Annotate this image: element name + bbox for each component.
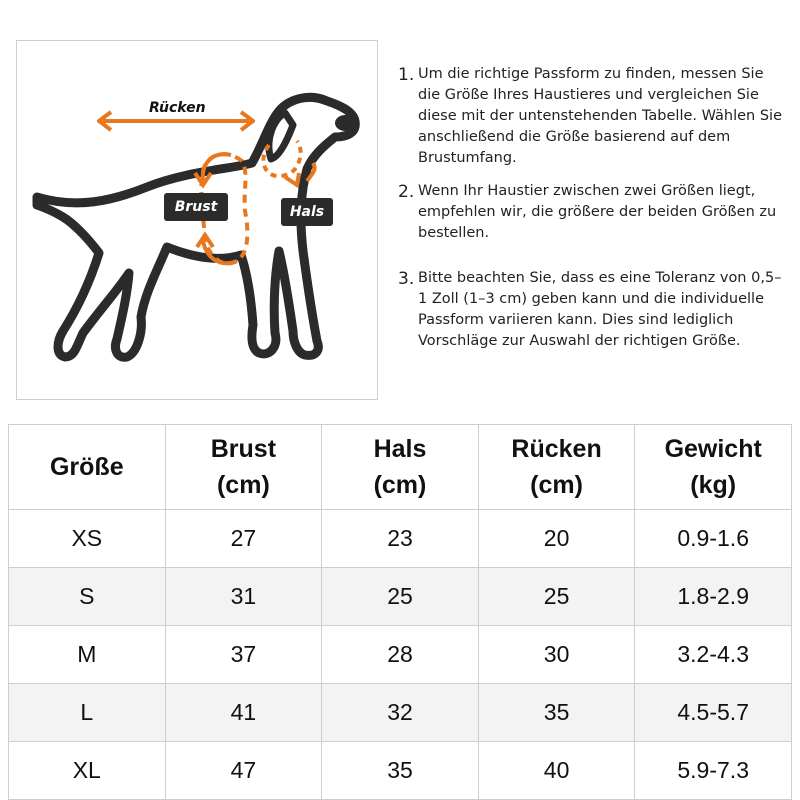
- instruction-number: 2.: [398, 182, 415, 202]
- cell-hals: 25: [322, 568, 479, 626]
- cell-brust: 31: [165, 568, 322, 626]
- table-row: [9, 568, 792, 626]
- cell-gewicht: 1.8-2.9: [635, 568, 792, 626]
- instruction-text: Bitte beachten Sie, dass es eine Toleranz von 0,5–1 Zoll (1–3 cm) geben kann und die individuelle Passform variieren kann. Dies sind lediglich Vorschläge zur Auswahl der richtigen Größe.: [418, 270, 782, 349]
- cell-brust: 47: [165, 742, 322, 800]
- table-header-row: [9, 425, 792, 510]
- table-row: [9, 510, 792, 568]
- cell-brust: 27: [165, 510, 322, 568]
- hals-tag: Hals: [281, 198, 333, 226]
- cell-ruecken: 20: [478, 510, 635, 568]
- instruction-text: Um die richtige Passform zu finden, messen Sie die Größe Ihres Haustieres und vergleichen Sie diese mit der untenstehenden Tabelle. Wählen Sie anschließend die Größe basierend auf dem Brustumfang.: [418, 66, 782, 166]
- cell-size: XS: [9, 510, 166, 568]
- cell-gewicht: 3.2-4.3: [635, 626, 792, 684]
- cell-brust: 37: [165, 626, 322, 684]
- cell-ruecken: 30: [478, 626, 635, 684]
- instruction-item: [398, 181, 788, 244]
- header-groesse: Größe: [9, 425, 166, 510]
- instruction-text: Wenn Ihr Haustier zwischen zwei Größen liegt, empfehlen wir, die größere der beiden Größen zu bestellen.: [418, 183, 777, 241]
- cell-size: XL: [9, 742, 166, 800]
- table-row: [9, 742, 792, 800]
- cell-hals: 28: [322, 626, 479, 684]
- dog-measurement-illustration: [16, 40, 378, 400]
- cell-hals: 35: [322, 742, 479, 800]
- cell-size: S: [9, 568, 166, 626]
- instruction-number: 1.: [398, 65, 415, 85]
- header-ruecken: Rücken (cm): [478, 425, 635, 510]
- cell-gewicht: 0.9-1.6: [635, 510, 792, 568]
- table-row: [9, 684, 792, 742]
- instruction-item: [398, 268, 788, 352]
- table-row: [9, 626, 792, 684]
- cell-hals: 32: [322, 684, 479, 742]
- header-gewicht: Gewicht (kg): [635, 425, 792, 510]
- cell-size: L: [9, 684, 166, 742]
- size-table: [8, 424, 792, 800]
- cell-ruecken: 25: [478, 568, 635, 626]
- header-brust: Brust (cm): [165, 425, 322, 510]
- cell-gewicht: 4.5-5.7: [635, 684, 792, 742]
- ruecken-label: Rücken: [149, 100, 206, 116]
- cell-ruecken: 40: [478, 742, 635, 800]
- cell-brust: 41: [165, 684, 322, 742]
- cell-gewicht: 5.9-7.3: [635, 742, 792, 800]
- cell-ruecken: 35: [478, 684, 635, 742]
- brust-tag: Brust: [164, 193, 228, 221]
- instruction-item: [398, 64, 788, 169]
- cell-hals: 23: [322, 510, 479, 568]
- instruction-number: 3.: [398, 269, 415, 289]
- cell-size: M: [9, 626, 166, 684]
- header-hals: Hals (cm): [322, 425, 479, 510]
